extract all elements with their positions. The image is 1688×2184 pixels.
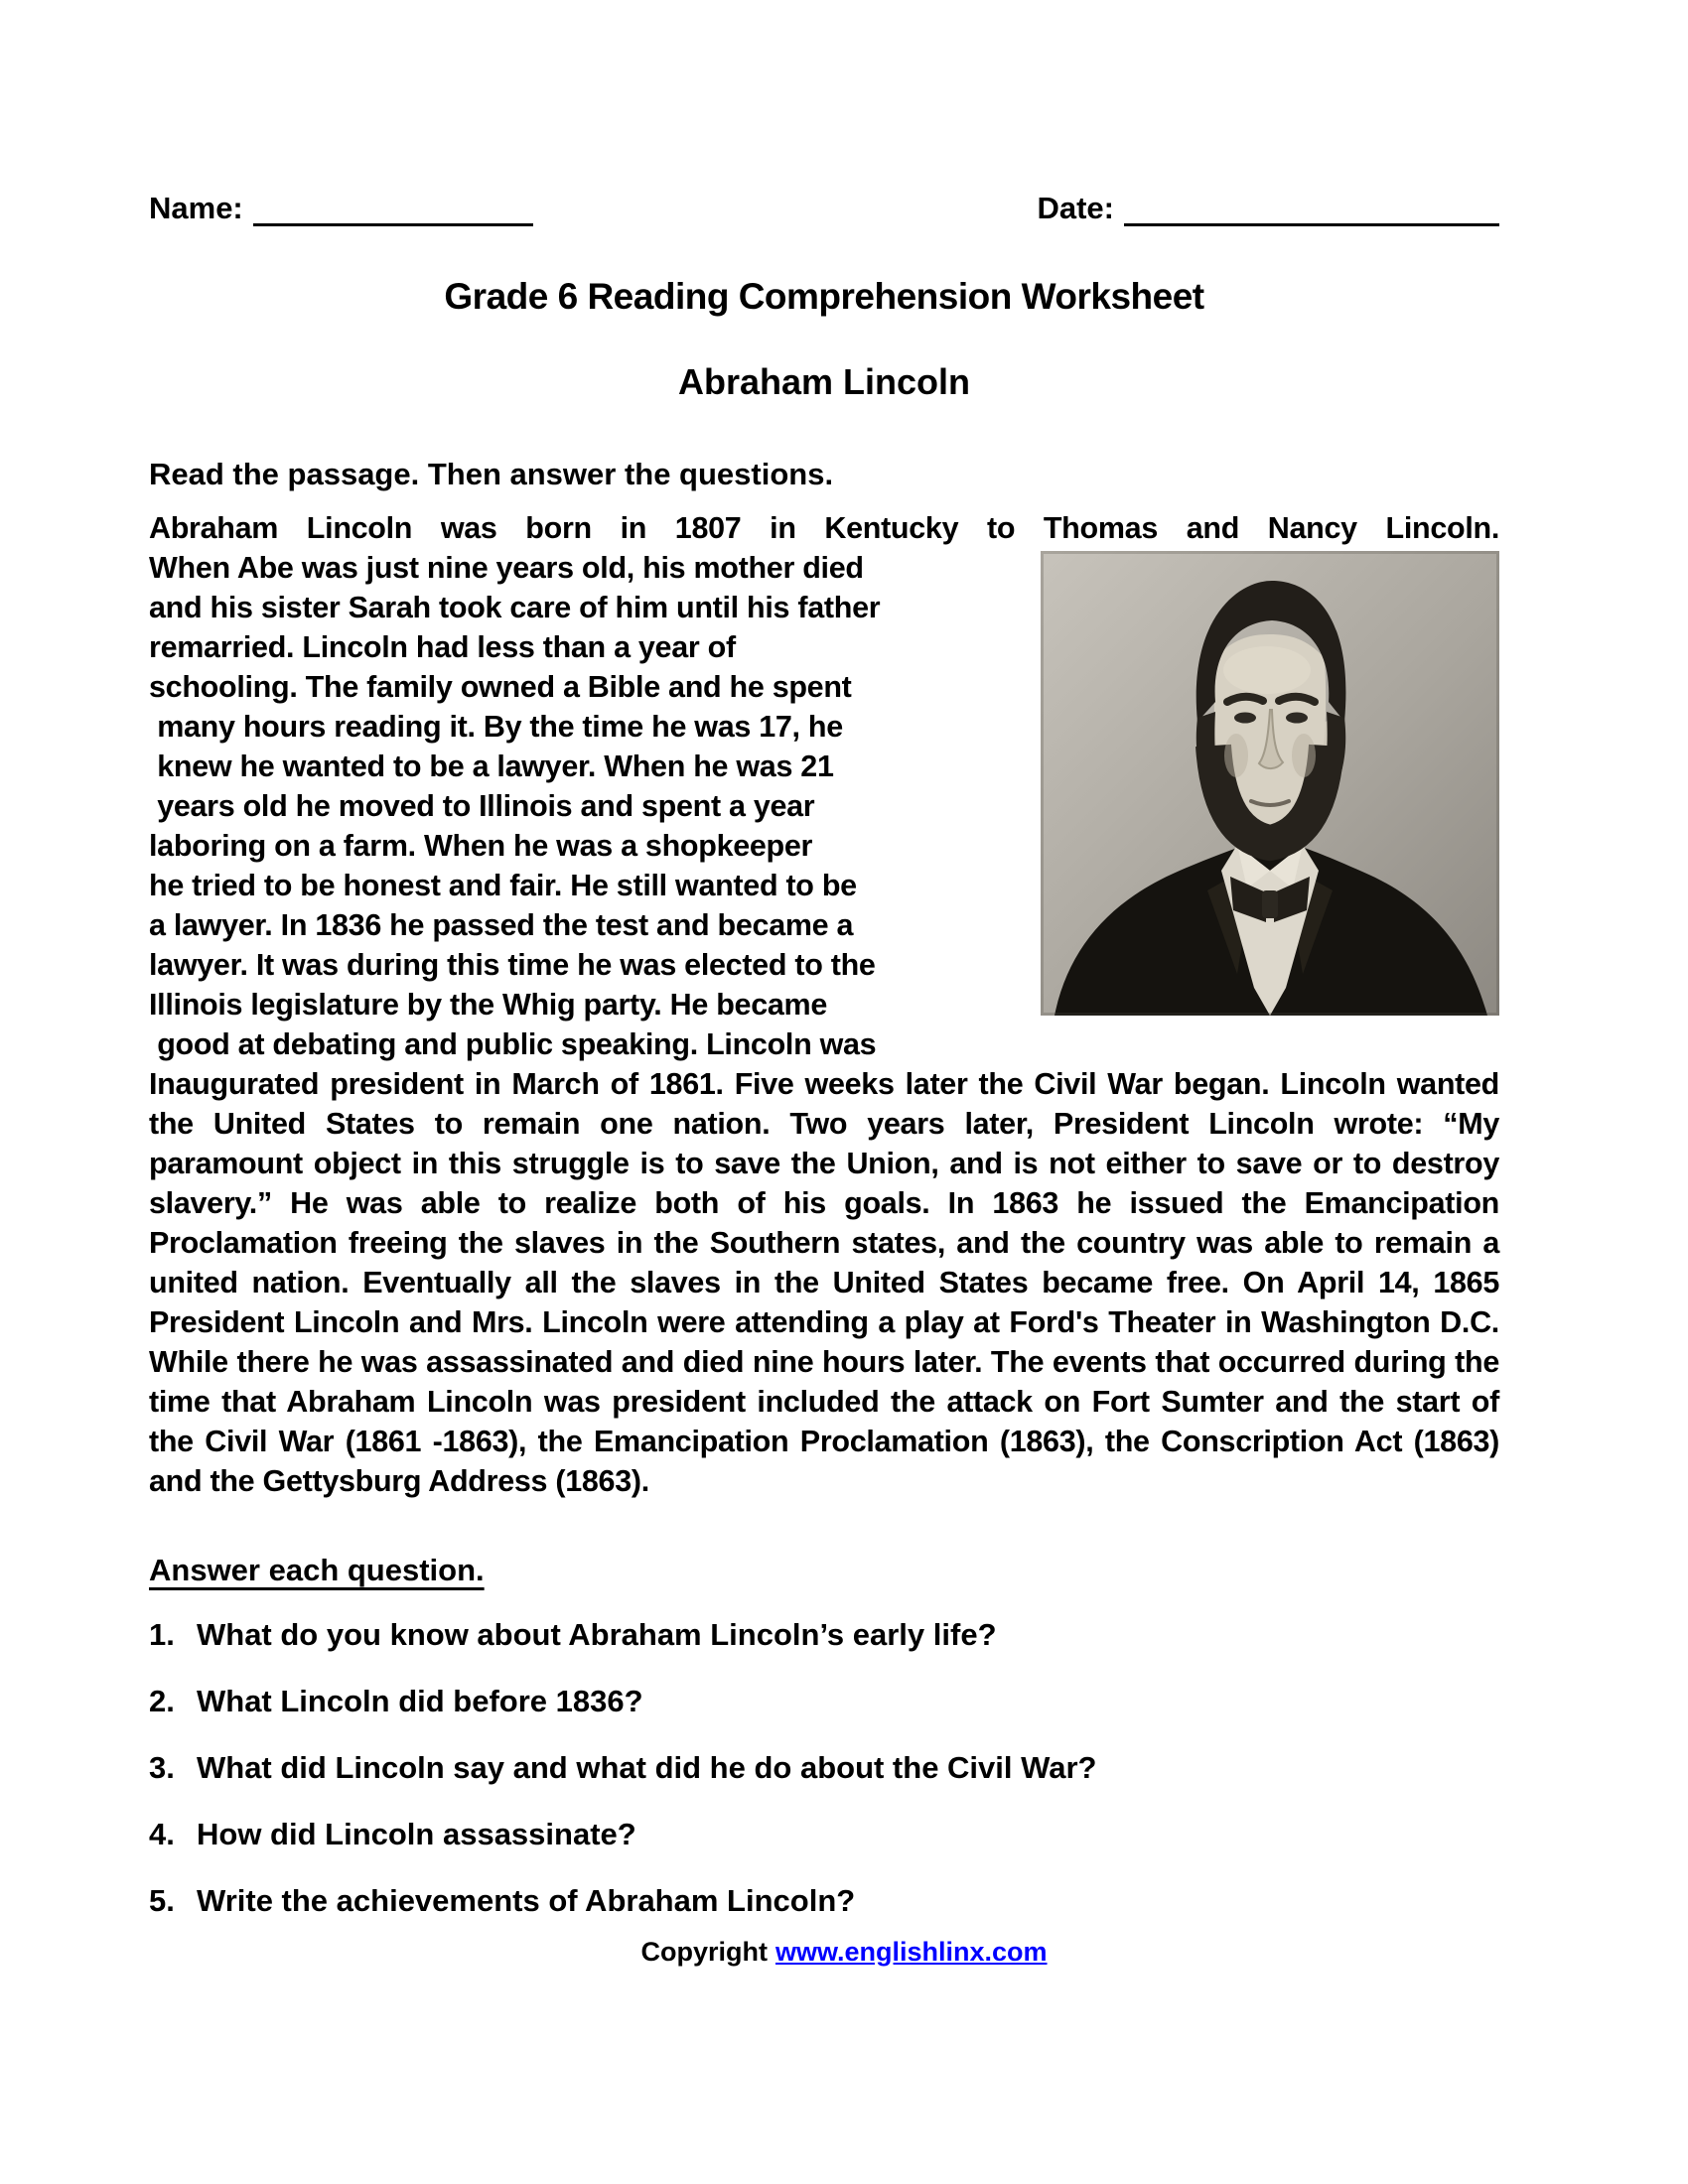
lincoln-portrait — [1041, 551, 1499, 1016]
question-text: How did Lincoln assassinate? — [197, 1817, 636, 1851]
name-label: Name: — [149, 191, 243, 225]
date-blank-line — [1124, 194, 1499, 226]
date-label: Date: — [1037, 191, 1114, 225]
header-row — [149, 0, 1499, 226]
question-item — [149, 1682, 1499, 1721]
copyright-link[interactable]: www.englishlinx.com — [774, 1937, 1048, 1967]
question-item — [149, 1748, 1499, 1788]
date-field-group — [1037, 191, 1499, 226]
name-field-group — [149, 191, 533, 226]
lincoln-portrait-image — [1041, 551, 1499, 1016]
passage-side-block — [149, 548, 1499, 1064]
name-blank-line — [253, 194, 533, 226]
footer — [0, 1937, 1688, 1968]
question-number: 1. — [149, 1617, 175, 1652]
passage — [149, 508, 1499, 1501]
question-text: Write the achievements of Abraham Lincoln? — [197, 1883, 856, 1918]
question-number: 5. — [149, 1883, 175, 1918]
questions-section — [149, 1553, 1499, 1921]
question-item — [149, 1881, 1499, 1921]
copyright-text: Copyright — [640, 1937, 768, 1967]
question-number: 2. — [149, 1684, 175, 1718]
question-number: 4. — [149, 1817, 175, 1851]
question-text: What did Lincoln say and what did he do about the Civil War? — [197, 1750, 1097, 1785]
page-subtitle: Abraham Lincoln — [677, 361, 971, 402]
passage-body: Inaugurated president in March of 1861. Five weeks later the Civil War began. Lincoln wanted the United States to remain one nation. Two years later, President Lincoln wrote: “My paramount object in this struggle is to save the Union, and is not either to save or to destroy slavery.” He was able to realize both of his goals. In 1863 he issued the Emancipation Proclamation freeing the slaves in the Southern states, and the country was able to remain a united nation. Eventually all the slaves in the United States became free. On April 14, 1865 President Lincoln and Mrs. Lincoln were attending a play at Ford's Theater in Washington D.C. While there he was assassinated and died nine hours later. The events that occurred during the time that Abraham Lincoln was president included the attack on Fort Sumter and the start of the Civil War (1861 -1863), the Emancipation Proclamation (1863), the Conscription Act (1863) and the Gettysburg Address (1863). — [149, 1067, 1499, 1498]
passage-side-text: When Abe was just nine years old, his mother died and his sister Sarah took care of him until his father remarried. Lincoln had less than a year of schooling. The family owned a Bible and he spent many hours reading it. By the time he was 17, he knew he wanted to be a lawyer. When he was 21 years old he moved to Illinois and spent a year laboring on a farm. When he was a shopkeeper he tried to be honest and fair. He still wanted to be a lawyer. In 1836 he passed the test and became a lawyer. It was during this time he was elected to the Illinois legislature by the Whig party. He became good at debating and public speaking. Lincoln was — [149, 551, 881, 1061]
questions-heading: Answer each question. — [149, 1553, 485, 1587]
question-text: What do you know about Abraham Lincoln’s early life? — [197, 1617, 997, 1652]
question-item — [149, 1815, 1499, 1854]
page-title: Grade 6 Reading Comprehension Worksheet — [444, 276, 1204, 317]
question-number: 3. — [149, 1750, 175, 1785]
instruction-text: Read the passage. Then answer the questions. — [149, 457, 834, 491]
question-text: What Lincoln did before 1836? — [197, 1684, 643, 1718]
question-item — [149, 1615, 1499, 1655]
passage-first-line: Abraham Lincoln was born in 1807 in Kentucky to Thomas and Nancy Lincoln. — [149, 511, 1499, 545]
